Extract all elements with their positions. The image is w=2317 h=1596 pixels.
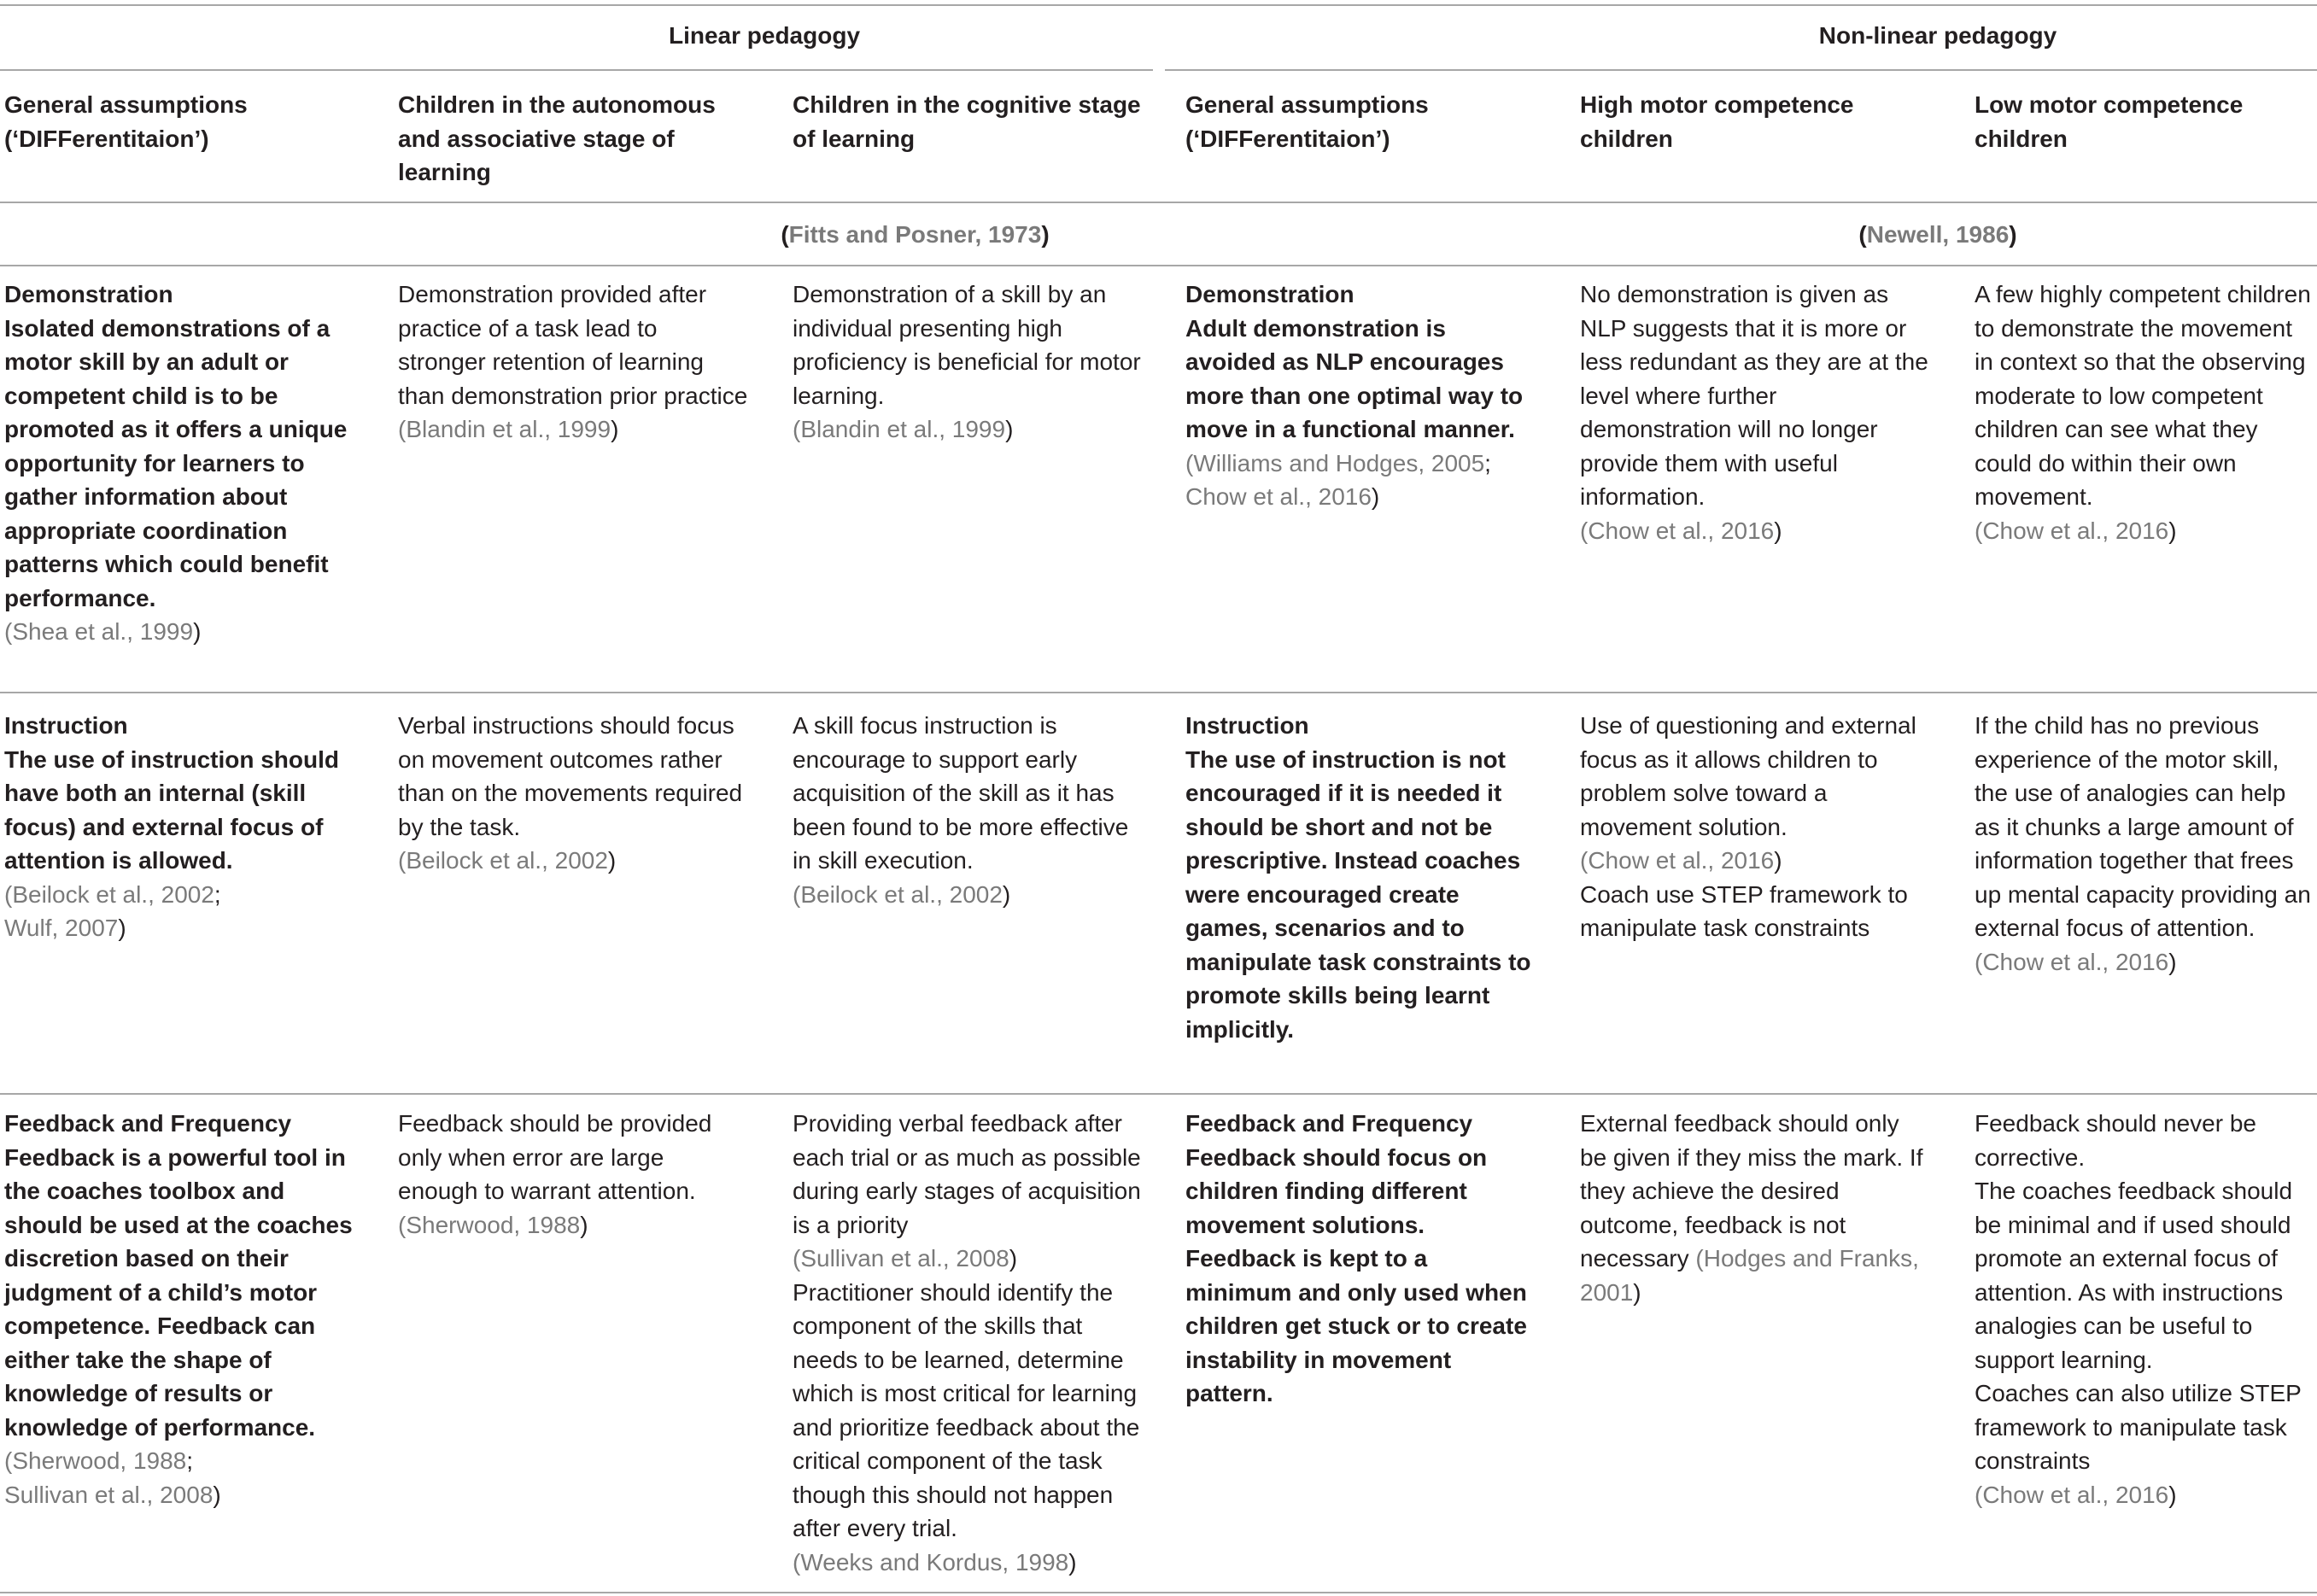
rule-top	[0, 4, 2317, 6]
row1-col6-cite: Chow et al., 2016	[1982, 517, 2169, 544]
group-linear-pedagogy: Linear pedagogy	[668, 22, 861, 49]
source-linear-citation: Fitts and Posner, 1973	[788, 221, 1042, 248]
row3-col4-body: Feedback should focus on children finding different movement solutions. Feedback is kept to a minimum and only used when children get stuck or to create instability in movement pattern.	[1185, 1143, 1527, 1406]
row1-col3-text: Demonstration of a skill by an individual presenting high proficiency is beneficial for motor learning.	[793, 281, 1141, 409]
row1-col5-citation: (Chow et al., 2016)	[1580, 517, 1782, 544]
row1-col5	[1580, 278, 1930, 547]
row2-col2	[398, 709, 748, 878]
rule-bottom	[0, 1592, 2317, 1593]
header-general-assumptions-nonlinear: General assumptions (‘DIFFerentitaion’)	[1185, 91, 1429, 152]
rule-group-nonlinear	[1165, 69, 2317, 71]
header-autonomous-associative: Children in the autonomous and associative stage of learning	[398, 91, 716, 185]
rule-source	[0, 265, 2317, 266]
row1-col6	[1975, 278, 2316, 547]
row2-col4-body: The use of instruction is not encouraged if it is needed it should be short and not be prescriptive. Instead coaches were encouraged create games, scenarios and to manipulate task constraints to promote skills being learnt implicitly.	[1185, 745, 1531, 1043]
row3-col3-citation: (Sullivan et al., 2008)	[793, 1245, 1018, 1272]
row2-col2-citation: (Beilock et al., 2002)	[398, 847, 617, 874]
row2-col1-citation: (Beilock et al., 2002; Wulf, 2007)	[4, 880, 221, 941]
source-linear: (Fitts and Posner, 1973)	[781, 221, 1050, 248]
row2-col6-cite: Chow et al., 2016	[1982, 948, 2169, 975]
row3-col2-text: Feedback should be provided only when error are large enough to warrant attention.	[398, 1110, 712, 1204]
row3-col6-text2: The coaches feedback should be minimal and if used should promote an external focus of attention. As with instructions analogies can be useful to support learning.	[1975, 1178, 2293, 1373]
row2-col3	[793, 709, 1143, 911]
row3-col1-cite2: Sullivan et al., 2008	[4, 1481, 214, 1508]
row1-col1-title: Demonstration	[4, 281, 173, 307]
row1-col4-cite1: Williams and Hodges, 2005	[1193, 449, 1485, 476]
rule-row-2	[0, 1093, 2317, 1095]
row2-col3-citation: (Beilock et al., 2002)	[793, 880, 1011, 908]
row3-col1-body: Feedback is a powerful tool in the coaches toolbox and should be used at the coaches discretion based on their judgment of a child’s motor competence. Feedback can either take the shape of knowledge of results or knowledge of performance.	[4, 1143, 353, 1441]
rule-row-1	[0, 692, 2317, 693]
row3-col6	[1975, 1107, 2316, 1511]
source-nonlinear-citation: Newell, 1986	[1866, 221, 2010, 248]
row3-col3-citation2: (Weeks and Kordus, 1998)	[793, 1548, 1077, 1576]
row2-col1-cite1: Beilock et al., 2002	[12, 880, 214, 908]
row1-col4-body: Adult demonstration is avoided as NLP encourages more than one optimal way to move in a functional manner.	[1185, 314, 1524, 442]
row2-col1	[4, 709, 354, 945]
row1-col1-citation: (Shea et al., 1999)	[4, 618, 202, 645]
row1-col4-title: Demonstration	[1185, 281, 1355, 307]
row2-col1-title: Instruction	[4, 712, 128, 739]
header-cognitive-stage: Children in the cognitive stage of learning	[793, 91, 1141, 152]
row3-col6-citation: (Chow et al., 2016)	[1975, 1481, 2177, 1508]
row3-col3-cite: Sullivan et al., 2008	[800, 1245, 1009, 1272]
row3-col5-citation: (Hodges and Franks, 2001)	[1580, 1245, 1919, 1306]
row1-col1-cite: Shea et al., 1999	[12, 618, 194, 645]
row2-col6-citation: (Chow et al., 2016)	[1975, 948, 2177, 975]
row3-col4-title: Feedback and Frequency	[1185, 1110, 1473, 1137]
row1-col2-cite: Blandin et al., 1999	[406, 416, 611, 442]
row2-col4	[1185, 709, 1536, 1046]
row3-col6-text: Feedback should never be corrective.	[1975, 1110, 2256, 1171]
row3-col4	[1185, 1107, 1536, 1411]
row1-col6-text: A few highly competent children to demonstrate the movement in context so that the observing moderate to low competent children can see what they could do within their own movement.	[1975, 281, 2311, 510]
rule-group-linear	[0, 69, 1153, 71]
header-high-motor-competence: High motor competence children	[1580, 91, 1854, 152]
row2-col3-cite: Beilock et al., 2002	[800, 880, 1003, 908]
row1-col6-citation: (Chow et al., 2016)	[1975, 517, 2177, 544]
row1-col5-text: No demonstration is given as NLP suggests that it is more or less redundant as they are at the level where further demonstration will no longer provide them with useful information.	[1580, 281, 1928, 510]
row2-col5-citation: (Chow et al., 2016)	[1580, 847, 1782, 874]
row3-col3-text: Providing verbal feedback after each trial or as much as possible during early stages of acquisition is a priority	[793, 1110, 1141, 1238]
row2-col6	[1975, 709, 2316, 979]
header-low-motor-competence: Low motor competence children	[1975, 91, 2244, 152]
row2-col2-text: Verbal instructions should focus on movement outcomes rather than on the movements required by the task.	[398, 712, 743, 840]
row3-col5-text: External feedback should only be given if they miss the mark. If they achieve the desired outcome, feedback is not necessary	[1580, 1110, 1923, 1272]
row3-col3-text2: Practitioner should identify the component of the skills that needs to be learned, determine which is most critical for learning and prioritize feedback about the critical component of the task though this should not happen after every trial.	[793, 1278, 1140, 1541]
rule-header	[0, 202, 2317, 203]
row2-col5-text: Use of questioning and external focus as it allows children to problem solve toward a movement solution.	[1580, 712, 1916, 840]
row3-col6-text3: Coaches can also utilize STEP framework to manipulate task constraints	[1975, 1380, 2302, 1474]
header-general-assumptions-linear: General assumptions (‘DIFFerentitaion’)	[4, 91, 248, 152]
row2-col2-cite: Beilock et al., 2002	[406, 847, 608, 874]
row3-col2-citation: (Sherwood, 1988)	[398, 1211, 588, 1238]
row1-col1	[4, 278, 354, 649]
row2-col3-text: A skill focus instruction is encourage to support early acquisition of the skill as it has been found to be more effective in skill execution.	[793, 712, 1129, 874]
row2-col4-title: Instruction	[1185, 712, 1309, 739]
row1-col3-cite: Blandin et al., 1999	[800, 416, 1006, 442]
row3-col1	[4, 1107, 354, 1511]
row2-col6-text: If the child has no previous experience of the motor skill, the use of analogies can help as it chunks a large amount of information together that frees up mental capacity providing an external focus of attention.	[1975, 712, 2311, 941]
row2-col5-cite: Chow et al., 2016	[1588, 847, 1775, 874]
row3-col5	[1580, 1107, 1930, 1309]
row1-col2	[398, 278, 748, 447]
row3-col6-cite: Chow et al., 2016	[1982, 1481, 2169, 1508]
row3-col2	[398, 1107, 748, 1242]
row1-col4-cite2: Chow et al., 2016	[1185, 483, 1372, 510]
row3-col5-cite: Hodges and Franks, 2001	[1580, 1245, 1919, 1306]
row1-col5-cite: Chow et al., 2016	[1588, 517, 1775, 544]
row1-col4	[1185, 278, 1536, 514]
row1-col3-citation: (Blandin et al., 1999)	[793, 416, 1014, 442]
row1-col2-citation: (Blandin et al., 1999)	[398, 416, 619, 442]
row1-col1-body: Isolated demonstrations of a motor skill by an adult or competent child is to be promoted as it offers a unique opportunity for learners to gather information about appropriate coordination patterns which could benefit performance.	[4, 314, 348, 611]
row1-col2-text: Demonstration provided after practice of a task lead to stronger retention of learning than demonstration prior practice	[398, 281, 748, 409]
row3-col1-citation: (Sherwood, 1988; Sullivan et al., 2008)	[4, 1447, 221, 1508]
group-nonlinear-pedagogy: Non-linear pedagogy	[1818, 22, 2057, 49]
row2-col5-text2: Coach use STEP framework to manipulate task constraints	[1580, 880, 1908, 941]
row2-col1-body: The use of instruction should have both an internal (skill focus) and external focus of attention is allowed.	[4, 745, 339, 874]
row1-col3	[793, 278, 1143, 447]
source-nonlinear: (Newell, 1986)	[1858, 221, 2017, 248]
row2-col1-cite2: Wulf, 2007	[4, 915, 119, 941]
row3-col2-cite: Sherwood, 1988	[406, 1211, 581, 1238]
row2-col5	[1580, 709, 1930, 945]
row1-col4-citation: (Williams and Hodges, 2005; Chow et al., 2016)	[1185, 449, 1491, 510]
row3-col1-title: Feedback and Frequency	[4, 1110, 292, 1137]
row3-col3	[793, 1107, 1143, 1579]
row3-col3-cite2: Weeks and Kordus, 1998	[800, 1548, 1069, 1576]
row3-col1-cite1: Sherwood, 1988	[12, 1447, 187, 1474]
